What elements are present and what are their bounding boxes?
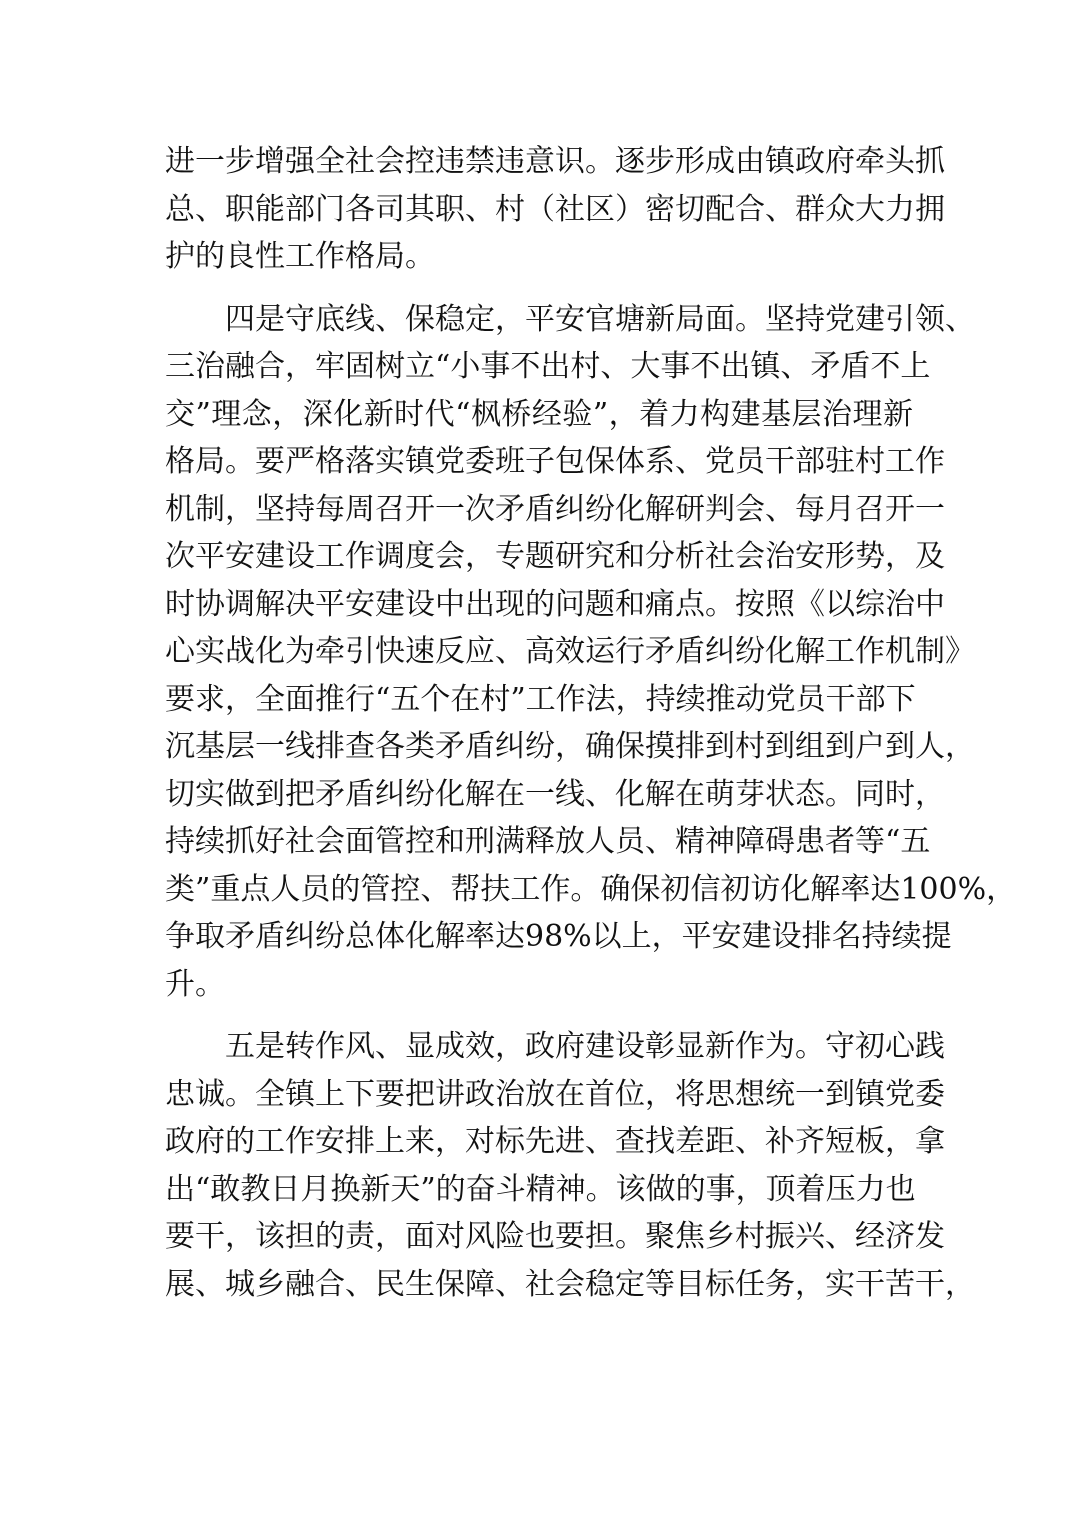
text-line: 总、职能部门各司其职、村（社区）密切配合、群众大力拥	[165, 191, 945, 227]
paragraph-four-bottom-line-stability	[165, 296, 1017, 1009]
text-line: 政府的工作安排上来，对标先进、查找差距、补齐短板，拿	[165, 1124, 945, 1159]
text-line: 要求，全面推行“五个在村”工作法，持续推动党员干部下	[165, 681, 916, 717]
paragraph-five-work-style	[165, 1023, 975, 1308]
text-line: 类”重点人员的管控、帮扶工作。确保初信初访化解率达100%，	[165, 871, 1017, 907]
text-line: 持续抓好社会面管控和刑满释放人员、精神障碍患者等“五	[165, 824, 931, 859]
text-line: 展、城乡融合、民生保障、社会稳定等目标任务，实干苦干，	[165, 1266, 975, 1302]
text-line: 争取矛盾纠纷总体化解率达98%以上，平安建设排名持续提	[165, 919, 952, 954]
text-line: 五是转作风、显成效，政府建设彰显新作为。守初心践	[225, 1029, 945, 1064]
text-line: 心实战化为牵引快速反应、高效运行矛盾纠纷化解工作机制》	[165, 634, 975, 669]
text-line: 升。	[165, 966, 225, 1002]
text-line: 进一步增强全社会控违禁违意识。逐步形成由镇政府牵头抓	[165, 144, 945, 179]
paragraph-continuation	[165, 138, 945, 281]
text-line: 沉基层一线排查各类矛盾纠纷，确保摸排到村到组到户到人，	[165, 729, 975, 764]
text-line: 忠诚。全镇上下要把讲政治放在首位，将思想统一到镇党委	[165, 1076, 945, 1112]
text-line: 三治融合，牢固树立“小事不出村、大事不出镇、矛盾不上	[165, 349, 931, 384]
text-line: 四是守底线、保稳定，平安官塘新局面。坚持党建引领、	[225, 301, 975, 337]
text-line: 时协调解决平安建设中出现的问题和痛点。按照《以综治中	[165, 586, 945, 622]
text-line: 次平安建设工作调度会，专题研究和分析社会治安形势，及	[165, 539, 945, 574]
text-line: 出“敢教日月换新天”的奋斗精神。该做的事，顶着压力也	[165, 1171, 916, 1207]
text-line: 格局。要严格落实镇党委班子包保体系、党员干部驻村工作	[165, 444, 945, 479]
text-line: 要干，该担的责，面对风险也要担。聚焦乡村振兴、经济发	[165, 1219, 945, 1254]
text-line: 护的良性工作格局。	[165, 239, 435, 274]
text-line: 交”理念，深化新时代“枫桥经验”，着力构建基层治理新	[165, 396, 913, 432]
text-line: 切实做到把矛盾纠纷化解在一线、化解在萌芽状态。同时，	[165, 776, 945, 812]
text-line: 机制，坚持每周召开一次矛盾纠纷化解研判会、每月召开一	[165, 491, 945, 527]
document-body	[165, 138, 1017, 1308]
